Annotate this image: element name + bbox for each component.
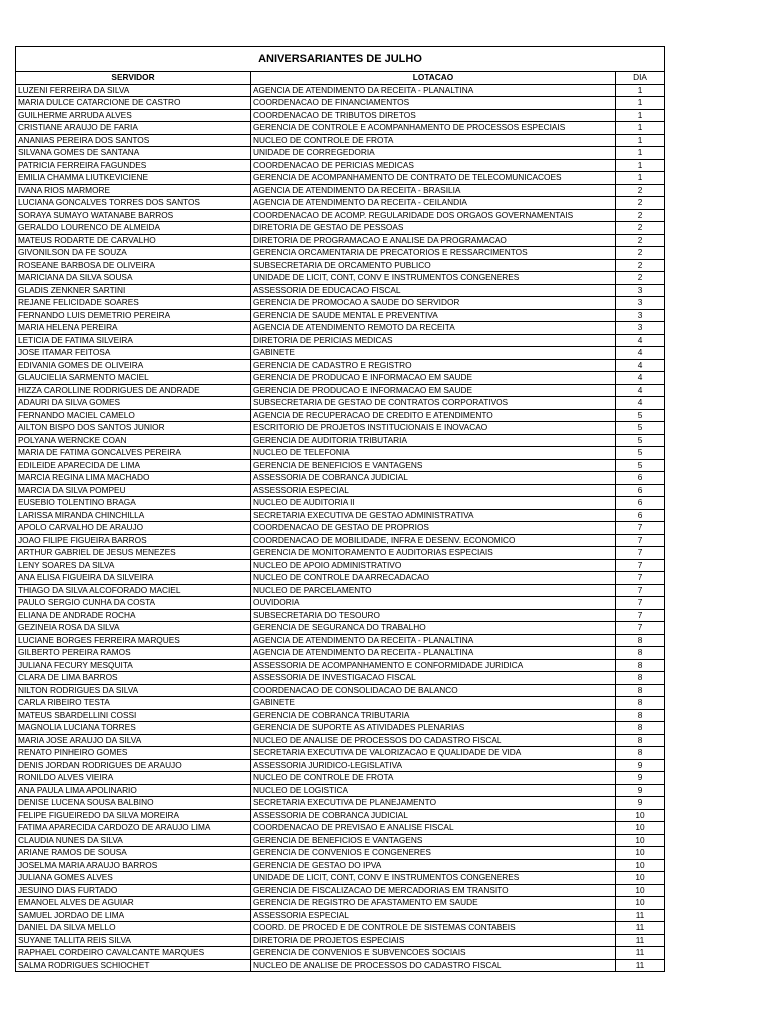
lotacao-cell: GERENCIA DE ACOMPANHAMENTO DE CONTRATO DE TELECOMUNICACOES	[251, 172, 616, 185]
servidor-cell: NILTON RODRIGUES DA SILVA	[16, 684, 251, 697]
lotacao-cell: GERENCIA DE SAUDE MENTAL E PREVENTIVA	[251, 309, 616, 322]
lotacao-cell: GERENCIA DE SEGURANCA DO TRABALHO	[251, 622, 616, 635]
lotacao-cell: ASSESSORIA DE COBRANCA JUDICIAL	[251, 809, 616, 822]
table-row	[16, 709, 665, 722]
dia-cell: 4	[616, 384, 665, 397]
header-servidor: SERVIDOR	[16, 72, 251, 85]
servidor-cell: GIVONILSON DA FE SOUZA	[16, 247, 251, 260]
dia-cell: 10	[616, 847, 665, 860]
lotacao-cell: AGENCIA DE ATENDIMENTO DA RECEITA - BRASILIA	[251, 184, 616, 197]
servidor-cell: SILVANA GOMES DE SANTANA	[16, 147, 251, 160]
lotacao-cell: GERENCIA DE FISCALIZACAO DE MERCADORIAS EM TRANSITO	[251, 884, 616, 897]
servidor-cell: POLYANA WERNCKE COAN	[16, 434, 251, 447]
dia-cell: 9	[616, 797, 665, 810]
dia-cell: 2	[616, 247, 665, 260]
lotacao-cell: AGENCIA DE ATENDIMENTO DA RECEITA - PLANALTINA	[251, 634, 616, 647]
lotacao-cell: GERENCIA DE PRODUCAO E INFORMACAO EM SAUDE	[251, 372, 616, 385]
dia-cell: 7	[616, 522, 665, 535]
lotacao-cell: ASSESSORIA DE COBRANCA JUDICIAL	[251, 472, 616, 485]
dia-cell: 7	[616, 597, 665, 610]
lotacao-cell: COORDENACAO DE CONSOLIDACAO DE BALANCO	[251, 684, 616, 697]
dia-cell: 4	[616, 372, 665, 385]
table-row	[16, 797, 665, 810]
table-row	[16, 672, 665, 685]
lotacao-cell: DIRETORIA DE PERICIAS MEDICAS	[251, 334, 616, 347]
lotacao-cell: COORDENACAO DE TRIBUTOS DIRETOS	[251, 109, 616, 122]
lotacao-cell: AGENCIA DE ATENDIMENTO DA RECEITA - PLANALTINA	[251, 84, 616, 97]
lotacao-cell: GERENCIA DE CONTROLE E ACOMPANHAMENTO DE PROCESSOS ESPECIAIS	[251, 122, 616, 135]
table-row	[16, 897, 665, 910]
servidor-cell: FATIMA APARECIDA CARDOZO DE ARAUJO LIMA	[16, 822, 251, 835]
table-row	[16, 109, 665, 122]
table-row	[16, 934, 665, 947]
lotacao-cell: UNIDADE DE LICIT, CONT, CONV E INSTRUMENTOS CONGENERES	[251, 872, 616, 885]
lotacao-cell: SUBSECRETARIA DE GESTAO DE CONTRATOS CORPORATIVOS	[251, 397, 616, 410]
table-row	[16, 597, 665, 610]
birthday-table	[15, 46, 665, 972]
servidor-cell: MARIA DE FATIMA GONCALVES PEREIRA	[16, 447, 251, 460]
servidor-cell: MARIA DULCE CATARCIONE DE CASTRO	[16, 97, 251, 110]
dia-cell: 4	[616, 334, 665, 347]
servidor-cell: MATEUS SBARDELLINI COSSI	[16, 709, 251, 722]
servidor-cell: MARCIA REGINA LIMA MACHADO	[16, 472, 251, 485]
table-row	[16, 322, 665, 335]
servidor-cell: PATRICIA FERREIRA FAGUNDES	[16, 159, 251, 172]
dia-cell: 2	[616, 272, 665, 285]
servidor-cell: SALMA RODRIGUES SCHIOCHET	[16, 959, 251, 972]
birthday-sheet	[15, 46, 664, 972]
lotacao-cell: AGENCIA DE RECUPERACAO DE CREDITO E ATENDIMENTO	[251, 409, 616, 422]
table-row	[16, 522, 665, 535]
table-row	[16, 809, 665, 822]
table-row	[16, 372, 665, 385]
dia-cell: 10	[616, 809, 665, 822]
servidor-cell: ELIANA DE ANDRADE ROCHA	[16, 609, 251, 622]
dia-cell: 7	[616, 584, 665, 597]
lotacao-cell: SECRETARIA EXECUTIVA DE GESTAO ADMINISTRATIVA	[251, 509, 616, 522]
table-row	[16, 422, 665, 435]
dia-cell: 8	[616, 709, 665, 722]
dia-cell: 11	[616, 934, 665, 947]
servidor-cell: SAMUEL JORDAO DE LIMA	[16, 909, 251, 922]
lotacao-cell: AGENCIA DE ATENDIMENTO DA RECEITA - PLANALTINA	[251, 647, 616, 660]
dia-cell: 8	[616, 672, 665, 685]
table-row	[16, 284, 665, 297]
dia-cell: 2	[616, 234, 665, 247]
lotacao-cell: DIRETORIA DE PROGRAMACAO E ANALISE DA PROGRAMACAO	[251, 234, 616, 247]
servidor-cell: GLAUCIELIA SARMENTO MACIEL	[16, 372, 251, 385]
servidor-cell: MAGNOLIA LUCIANA TORRES	[16, 722, 251, 735]
servidor-cell: GUILHERME ARRUDA ALVES	[16, 109, 251, 122]
dia-cell: 7	[616, 559, 665, 572]
table-row	[16, 97, 665, 110]
dia-cell: 3	[616, 322, 665, 335]
dia-cell: 11	[616, 959, 665, 972]
servidor-cell: FERNANDO MACIEL CAMELO	[16, 409, 251, 422]
table-row	[16, 922, 665, 935]
dia-cell: 6	[616, 472, 665, 485]
header-dia: DIA	[616, 72, 665, 85]
table-row	[16, 772, 665, 785]
lotacao-cell: GERENCIA DE PROMOCAO A SAUDE DO SERVIDOR	[251, 297, 616, 310]
lotacao-cell: NUCLEO DE TELEFONIA	[251, 447, 616, 460]
dia-cell: 1	[616, 159, 665, 172]
table-row	[16, 609, 665, 622]
table-row	[16, 784, 665, 797]
lotacao-cell: SECRETARIA EXECUTIVA DE VALORIZACAO E QUALIDADE DE VIDA	[251, 747, 616, 760]
servidor-cell: EDILEIDE APARECIDA DE LIMA	[16, 459, 251, 472]
servidor-cell: LETICIA DE FATIMA SILVEIRA	[16, 334, 251, 347]
servidor-cell: LUCIANE BORGES FERREIRA MARQUES	[16, 634, 251, 647]
table-row	[16, 684, 665, 697]
dia-cell: 7	[616, 547, 665, 560]
lotacao-cell: DIRETORIA DE PROJETOS ESPECIAIS	[251, 934, 616, 947]
dia-cell: 9	[616, 784, 665, 797]
servidor-cell: EUSEBIO TOLENTINO BRAGA	[16, 497, 251, 510]
table-row	[16, 434, 665, 447]
lotacao-cell: NUCLEO DE PARCELAMENTO	[251, 584, 616, 597]
dia-cell: 10	[616, 859, 665, 872]
lotacao-cell: GABINETE	[251, 697, 616, 710]
lotacao-cell: ASSESSORIA DE INVESTIGACAO FISCAL	[251, 672, 616, 685]
table-row	[16, 409, 665, 422]
dia-cell: 1	[616, 147, 665, 160]
table-row	[16, 584, 665, 597]
dia-cell: 11	[616, 922, 665, 935]
servidor-cell: ANA PAULA LIMA APOLINARIO	[16, 784, 251, 797]
servidor-cell: SORAYA SUMAYO WATANABE BARROS	[16, 209, 251, 222]
servidor-cell: PAULO SERGIO CUNHA DA COSTA	[16, 597, 251, 610]
dia-cell: 5	[616, 447, 665, 460]
table-row	[16, 447, 665, 460]
dia-cell: 6	[616, 484, 665, 497]
servidor-cell: REJANE FELICIDADE SOARES	[16, 297, 251, 310]
servidor-cell: ROSEANE BARBOSA DE OLIVEIRA	[16, 259, 251, 272]
lotacao-cell: GERENCIA DE BENEFICIOS E VANTAGENS	[251, 834, 616, 847]
lotacao-cell: ASSESSORIA DE EDUCACAO FISCAL	[251, 284, 616, 297]
dia-cell: 8	[616, 747, 665, 760]
lotacao-cell: SUBSECRETARIA DE ORCAMENTO PUBLICO	[251, 259, 616, 272]
dia-cell: 1	[616, 122, 665, 135]
dia-cell: 8	[616, 734, 665, 747]
servidor-cell: RENATO PINHEIRO GOMES	[16, 747, 251, 760]
table-row	[16, 184, 665, 197]
table-row	[16, 622, 665, 635]
servidor-cell: MARICIANA DA SILVA SOUSA	[16, 272, 251, 285]
lotacao-cell: DIRETORIA DE GESTAO DE PESSOAS	[251, 222, 616, 235]
dia-cell: 7	[616, 609, 665, 622]
servidor-cell: RONILDO ALVES VIEIRA	[16, 772, 251, 785]
lotacao-cell: GERENCIA DE PRODUCAO E INFORMACAO EM SAUDE	[251, 384, 616, 397]
servidor-cell: EMILIA CHAMMA LIUTKEVICIENE	[16, 172, 251, 185]
table-row	[16, 459, 665, 472]
servidor-cell: JULIANA GOMES ALVES	[16, 872, 251, 885]
table-row	[16, 572, 665, 585]
dia-cell: 4	[616, 359, 665, 372]
servidor-cell: THIAGO DA SILVA ALCOFORADO MACIEL	[16, 584, 251, 597]
servidor-cell: HIZZA CAROLLINE RODRIGUES DE ANDRADE	[16, 384, 251, 397]
servidor-cell: DENISE LUCENA SOUSA BALBINO	[16, 797, 251, 810]
lotacao-cell: GERENCIA DE SUPORTE AS ATIVIDADES PLENARIAS	[251, 722, 616, 735]
table-row	[16, 509, 665, 522]
dia-cell: 11	[616, 909, 665, 922]
lotacao-cell: NUCLEO DE CONTROLE DE FROTA	[251, 134, 616, 147]
servidor-cell: SUYANE TALLITA REIS SILVA	[16, 934, 251, 947]
dia-cell: 3	[616, 297, 665, 310]
dia-cell: 6	[616, 497, 665, 510]
lotacao-cell: COORDENACAO DE PREVISAO E ANALISE FISCAL	[251, 822, 616, 835]
table-row	[16, 297, 665, 310]
servidor-cell: LUCIANA GONCALVES TORRES DOS SANTOS	[16, 197, 251, 210]
servidor-cell: GEZINEIA ROSA DA SILVA	[16, 622, 251, 635]
table-row	[16, 397, 665, 410]
dia-cell: 3	[616, 309, 665, 322]
lotacao-cell: COORDENACAO DE ACOMP. REGULARIDADE DOS ORGAOS GOVERNAMENTAIS	[251, 209, 616, 222]
table-row	[16, 272, 665, 285]
servidor-cell: RAPHAEL CORDEIRO CAVALCANTE MARQUES	[16, 947, 251, 960]
table-row	[16, 222, 665, 235]
servidor-cell: ADAURI DA SILVA GOMES	[16, 397, 251, 410]
header-lotacao: LOTACAO	[251, 72, 616, 85]
lotacao-cell: COORDENACAO DE FINANCIAMENTOS	[251, 97, 616, 110]
table-row	[16, 634, 665, 647]
dia-cell: 10	[616, 897, 665, 910]
table-row	[16, 547, 665, 560]
lotacao-cell: GERENCIA DE CADASTRO E REGISTRO	[251, 359, 616, 372]
dia-cell: 7	[616, 534, 665, 547]
servidor-cell: ARIANE RAMOS DE SOUSA	[16, 847, 251, 860]
header-row	[16, 72, 665, 85]
table-row	[16, 134, 665, 147]
dia-cell: 10	[616, 834, 665, 847]
table-row	[16, 822, 665, 835]
dia-cell: 2	[616, 184, 665, 197]
table-row	[16, 534, 665, 547]
table-row	[16, 847, 665, 860]
dia-cell: 1	[616, 172, 665, 185]
servidor-cell: LARISSA MIRANDA CHINCHILLA	[16, 509, 251, 522]
lotacao-cell: NUCLEO DE APOIO ADMINISTRATIVO	[251, 559, 616, 572]
lotacao-cell: SUBSECRETARIA DO TESOURO	[251, 609, 616, 622]
lotacao-cell: COORDENACAO DE MOBILIDADE, INFRA E DESENV. ECONOMICO	[251, 534, 616, 547]
dia-cell: 6	[616, 509, 665, 522]
dia-cell: 8	[616, 659, 665, 672]
servidor-cell: JULIANA FECURY MESQUITA	[16, 659, 251, 672]
dia-cell: 2	[616, 222, 665, 235]
dia-cell: 10	[616, 884, 665, 897]
servidor-cell: DANIEL DA SILVA MELLO	[16, 922, 251, 935]
dia-cell: 11	[616, 947, 665, 960]
lotacao-cell: ASSESSORIA JURIDICO-LEGISLATIVA	[251, 759, 616, 772]
table-row	[16, 259, 665, 272]
servidor-cell: ARTHUR GABRIEL DE JESUS MENEZES	[16, 547, 251, 560]
servidor-cell: EDIVANIA GOMES DE OLIVEIRA	[16, 359, 251, 372]
dia-cell: 9	[616, 772, 665, 785]
table-row	[16, 209, 665, 222]
title-row	[16, 47, 665, 72]
table-row	[16, 884, 665, 897]
servidor-cell: CLARA DE LIMA BARROS	[16, 672, 251, 685]
lotacao-cell: UNIDADE DE CORREGEDORIA	[251, 147, 616, 160]
dia-cell: 1	[616, 134, 665, 147]
lotacao-cell: GERENCIA DE REGISTRO DE AFASTAMENTO EM SAUDE	[251, 897, 616, 910]
lotacao-cell: GERENCIA DE CONVENIOS E CONGENERES	[251, 847, 616, 860]
table-row	[16, 497, 665, 510]
servidor-cell: APOLO CARVALHO DE ARAUJO	[16, 522, 251, 535]
table-row	[16, 659, 665, 672]
servidor-cell: LENY SOARES DA SILVA	[16, 559, 251, 572]
table-row	[16, 697, 665, 710]
dia-cell: 1	[616, 109, 665, 122]
table-row	[16, 559, 665, 572]
servidor-cell: GILBERTO PEREIRA RAMOS	[16, 647, 251, 660]
table-row	[16, 734, 665, 747]
table-row	[16, 384, 665, 397]
table-row	[16, 859, 665, 872]
lotacao-cell: OUVIDORIA	[251, 597, 616, 610]
dia-cell: 10	[616, 872, 665, 885]
dia-cell: 8	[616, 722, 665, 735]
table-row	[16, 359, 665, 372]
table-row	[16, 147, 665, 160]
lotacao-cell: GERENCIA DE BENEFICIOS E VANTAGENS	[251, 459, 616, 472]
dia-cell: 5	[616, 422, 665, 435]
dia-cell: 5	[616, 434, 665, 447]
table-row	[16, 159, 665, 172]
lotacao-cell: ASSESSORIA ESPECIAL	[251, 484, 616, 497]
lotacao-cell: COORDENACAO DE PERICIAS MEDICAS	[251, 159, 616, 172]
lotacao-cell: UNIDADE DE LICIT, CONT, CONV E INSTRUMENTOS CONGENERES	[251, 272, 616, 285]
dia-cell: 4	[616, 397, 665, 410]
servidor-cell: AILTON BISPO DOS SANTOS JUNIOR	[16, 422, 251, 435]
lotacao-cell: NUCLEO DE ANALISE DE PROCESSOS DO CADASTRO FISCAL	[251, 959, 616, 972]
servidor-cell: IVANA RIOS MARMORE	[16, 184, 251, 197]
table-row	[16, 122, 665, 135]
table-row	[16, 309, 665, 322]
servidor-cell: GERALDO LOURENCO DE ALMEIDA	[16, 222, 251, 235]
lotacao-cell: ASSESSORIA DE ACOMPANHAMENTO E CONFORMIDADE JURIDICA	[251, 659, 616, 672]
lotacao-cell: ASSESSORIA ESPECIAL	[251, 909, 616, 922]
sheet-title: ANIVERSARIANTES DE JULHO	[16, 47, 665, 72]
table-body	[16, 84, 665, 972]
servidor-cell: JOSELMA MARIA ARAUJO BARROS	[16, 859, 251, 872]
lotacao-cell: ESCRITORIO DE PROJETOS INSTITUCIONAIS E INOVACAO	[251, 422, 616, 435]
dia-cell: 2	[616, 209, 665, 222]
table-row	[16, 759, 665, 772]
table-row	[16, 834, 665, 847]
lotacao-cell: GABINETE	[251, 347, 616, 360]
servidor-cell: JESUINO DIAS FURTADO	[16, 884, 251, 897]
table-row	[16, 484, 665, 497]
lotacao-cell: COORDENACAO DE GESTAO DE PROPRIOS	[251, 522, 616, 535]
servidor-cell: FERNANDO LUIS DEMETRIO PEREIRA	[16, 309, 251, 322]
servidor-cell: FELIPE FIGUEIREDO DA SILVA MOREIRA	[16, 809, 251, 822]
lotacao-cell: GERENCIA DE AUDITORIA TRIBUTARIA	[251, 434, 616, 447]
dia-cell: 9	[616, 759, 665, 772]
dia-cell: 5	[616, 459, 665, 472]
table-row	[16, 872, 665, 885]
lotacao-cell: GERENCIA DE MONITORAMENTO E AUDITORIAS ESPECIAIS	[251, 547, 616, 560]
servidor-cell: CARLA RIBEIRO TESTA	[16, 697, 251, 710]
dia-cell: 3	[616, 284, 665, 297]
dia-cell: 7	[616, 572, 665, 585]
dia-cell: 7	[616, 622, 665, 635]
lotacao-cell: NUCLEO DE CONTROLE DE FROTA	[251, 772, 616, 785]
table-row	[16, 747, 665, 760]
servidor-cell: EMANOEL ALVES DE AGUIAR	[16, 897, 251, 910]
servidor-cell: CLAUDIA NUNES DA SILVA	[16, 834, 251, 847]
servidor-cell: MARCIA DA SILVA POMPEU	[16, 484, 251, 497]
servidor-cell: CRISTIANE ARAUJO DE FARIA	[16, 122, 251, 135]
servidor-cell: MARIA JOSE ARAUJO DA SILVA	[16, 734, 251, 747]
lotacao-cell: NUCLEO DE CONTROLE DA ARRECADACAO	[251, 572, 616, 585]
table-row	[16, 84, 665, 97]
servidor-cell: DENIS JORDAN RODRIGUES DE ARAUJO	[16, 759, 251, 772]
dia-cell: 8	[616, 634, 665, 647]
dia-cell: 2	[616, 197, 665, 210]
lotacao-cell: GERENCIA ORCAMENTARIA DE PRECATORIOS E RESSARCIMENTOS	[251, 247, 616, 260]
servidor-cell: JOSE ITAMAR FEITOSA	[16, 347, 251, 360]
servidor-cell: JOAO FILIPE FIGUEIRA BARROS	[16, 534, 251, 547]
table-row	[16, 722, 665, 735]
table-row	[16, 247, 665, 260]
table-row	[16, 959, 665, 972]
table-row	[16, 347, 665, 360]
lotacao-cell: GERENCIA DE GESTAO DO IPVA	[251, 859, 616, 872]
dia-cell: 5	[616, 409, 665, 422]
servidor-cell: LUZENI FERREIRA DA SILVA	[16, 84, 251, 97]
lotacao-cell: AGENCIA DE ATENDIMENTO DA RECEITA - CEILANDIA	[251, 197, 616, 210]
lotacao-cell: AGENCIA DE ATENDIMENTO REMOTO DA RECEITA	[251, 322, 616, 335]
lotacao-cell: COORD. DE PROCED E DE CONTROLE DE SISTEMAS CONTABEIS	[251, 922, 616, 935]
table-row	[16, 234, 665, 247]
lotacao-cell: GERENCIA DE COBRANCA TRIBUTARIA	[251, 709, 616, 722]
table-row	[16, 947, 665, 960]
dia-cell: 2	[616, 259, 665, 272]
table-row	[16, 172, 665, 185]
servidor-cell: ANANIAS PEREIRA DOS SANTOS	[16, 134, 251, 147]
table-row	[16, 472, 665, 485]
lotacao-cell: NUCLEO DE AUDITORIA II	[251, 497, 616, 510]
servidor-cell: GLADIS ZENKNER SARTINI	[16, 284, 251, 297]
dia-cell: 10	[616, 822, 665, 835]
dia-cell: 8	[616, 697, 665, 710]
servidor-cell: ANA ELISA FIGUEIRA DA SILVEIRA	[16, 572, 251, 585]
table-row	[16, 647, 665, 660]
table-row	[16, 197, 665, 210]
lotacao-cell: GERENCIA DE CONVENIOS E SUBVENCOES SOCIAIS	[251, 947, 616, 960]
table-row	[16, 909, 665, 922]
dia-cell: 8	[616, 684, 665, 697]
servidor-cell: MARIA HELENA PEREIRA	[16, 322, 251, 335]
dia-cell: 4	[616, 347, 665, 360]
servidor-cell: MATEUS RODARTE DE CARVALHO	[16, 234, 251, 247]
dia-cell: 1	[616, 84, 665, 97]
table-row	[16, 334, 665, 347]
dia-cell: 1	[616, 97, 665, 110]
lotacao-cell: NUCLEO DE ANALISE DE PROCESSOS DO CADASTRO FISCAL	[251, 734, 616, 747]
lotacao-cell: SECRETARIA EXECUTIVA DE PLANEJAMENTO	[251, 797, 616, 810]
dia-cell: 8	[616, 647, 665, 660]
lotacao-cell: NUCLEO DE LOGISTICA	[251, 784, 616, 797]
